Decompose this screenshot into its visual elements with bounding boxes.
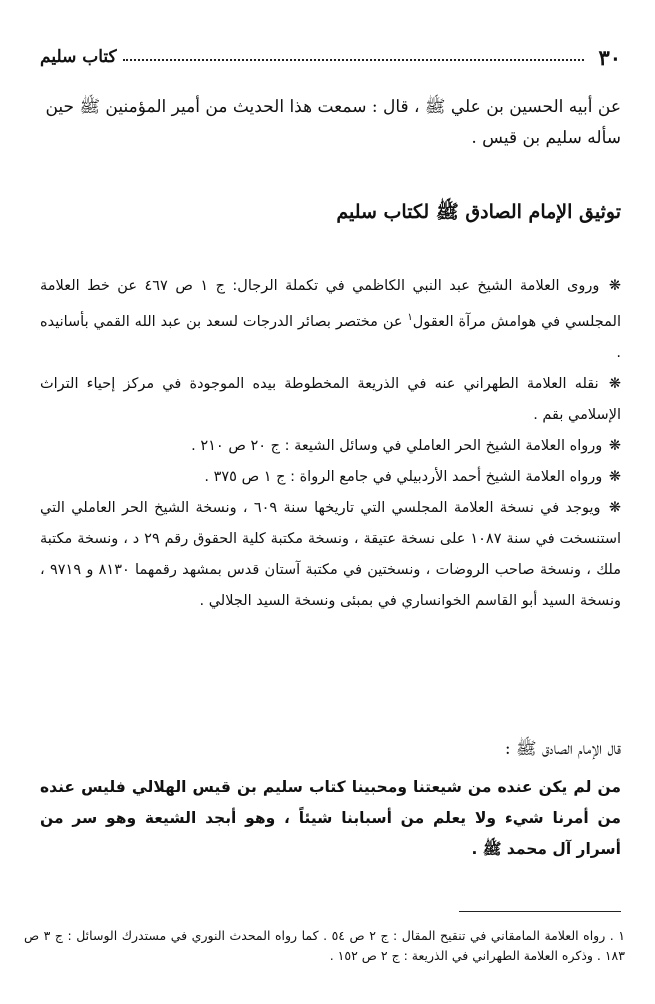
running-header [40,44,621,70]
header-dotted-leader [123,59,585,61]
list-item-text-cont: عن مختصر بصائر الدرجات لسعد بن عبد الله القمي بأسانيده . [40,313,621,361]
section-heading: توثيق الإمام الصادق ﷺ لكتاب سليم [336,201,621,223]
intro-paragraph [40,92,621,154]
page-number: ٣٠ [598,44,621,70]
list-item [40,493,621,617]
list-item-text: ورواه العلامة الشيخ الحر العاملي في وسائل الشيعة : ج ٢٠ ص ٢١٠ . [191,437,603,454]
list-item [40,462,621,493]
bullet-mark-icon: ❋ [608,278,622,294]
bullet-mark-icon: ❋ [608,499,622,516]
list-item-text: ورواه العلامة الشيخ أحمد الأردبيلي في جامع الرواة : ج ١ ص ٣٧٥ . [204,468,603,485]
bullet-mark-icon: ❋ [608,468,621,485]
intro-line-1: عن أبيه الحسين بن علي ﷺ ، قال : سمعت هذا الحديث من أمير المؤمنين ﷺ حين [45,97,621,117]
footnote-divider [459,911,621,912]
footnote-ref: ١ [407,312,413,323]
list-item-text: ويوجد في نسخة العلامة المجلسي التي تاريخها سنة ٦٠٩ ، ونسخة الشيخ الحر العاملي التي استنسخت في سنة ١٠٨٧ على نسخة عتيقة ، ونسخة مكتبة كلية الحقوق رقم ٢٩ د ، ونسخة مكتبة ملك ، ونسخة صاحب الروضات ، ونسختين في مكتبة آستان قدس بمشهد رقمهما ٨١٣٠ و ٩٧١٩ ، ونسخة السيد أبو القاسم الخوانساري في بمبئى ونسخة السيد الجلالي . [40,499,622,609]
list-item-text: نقله العلامة الطهراني عنه في الذريعة المخطوطة بيده الموجودة في مركز إحياء التراث الإسلامي بقم . [40,375,621,423]
list-item [40,271,621,369]
attestation-list [40,271,621,617]
quote-attribution: قال الإمام الصادق ﷺ : [504,739,621,759]
bullet-mark-icon: ❋ [608,437,621,454]
footnote: ١ . رواه العلامة المامقاني في تنقيح المقال : ج ٢ ص ٥٤ . كما رواه المحدث النوري في مستدرك الوسائل : ج ٣ ص ١٨٣ . وذكره العلامة الطهراني في الذريعة : ج ٢ ص ١٥٢ . [24,928,625,963]
running-title: كتاب سليم [40,47,117,67]
list-item-text: وروى العلامة الشيخ عبد النبي الكاظمي في تكملة الرجال: ج ١ ص ٤٦٧ عن خط العلامة المجلسي في هوامش مرآة العقول [40,278,621,330]
intro-line-2: سأله سليم بن قيس . [471,128,621,148]
hadith-quote: من لم يكن عنده من شيعتنا ومحبينا كتاب سليم بن قيس الهلالي فليس عنده من أمرنا شيء ولا يعلم من أسبابنا شيئاً ، وهو أبجد الشيعة وهو سر من أسرار آل محمد ﷺ . [40,778,621,858]
list-item [40,369,621,431]
bullet-mark-icon: ❋ [608,375,621,392]
list-item [40,431,621,462]
